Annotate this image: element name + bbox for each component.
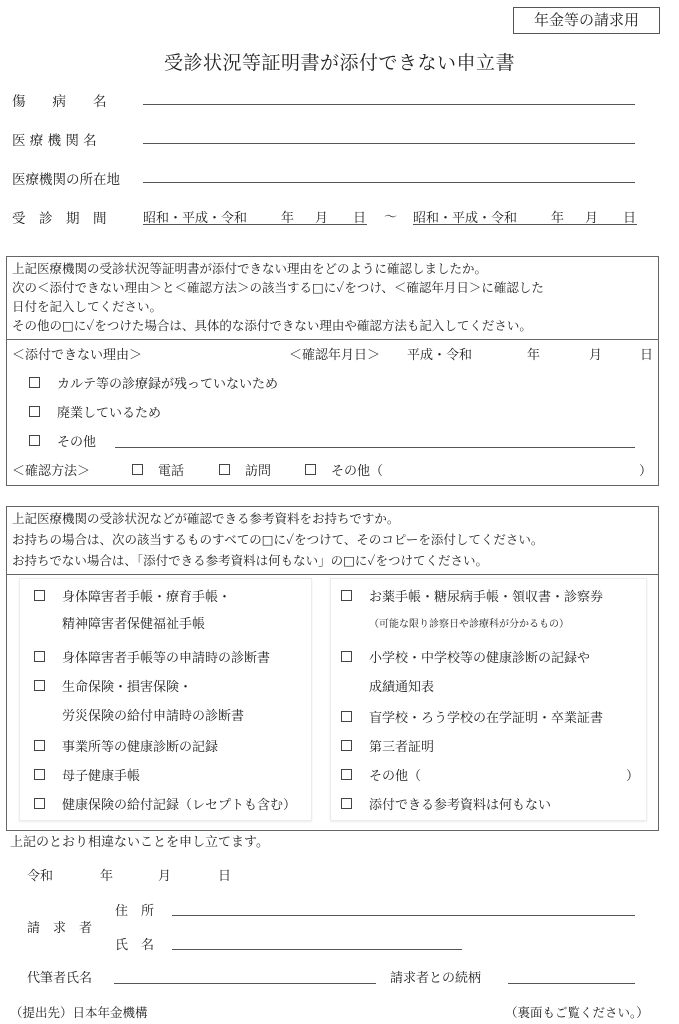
claimant-name-field[interactable] [172,949,462,950]
period-separator: 〜 [384,210,398,225]
checkbox[interactable] [34,769,45,780]
reference-left-panel: 身体障害者手帳・療育手帳・ 精神障害者保健福祉手帳 身体障害者手帳等の申請時の診断書 生命保険・損害保険・ 労災保険の給付申請時の診断書 事業所等の健康診断の記録 母子健康手帳 健康保険の給付記録（レセプトも含む） [19,578,312,821]
claimant-address-field[interactable] [172,915,635,916]
confirm-day[interactable]: 日 [640,348,654,363]
checkbox[interactable] [305,464,316,475]
reference-instruction-3: お持ちでない場合は、「添付できる参考資料は何もない」の□に✓をつけてください。 [12,553,488,568]
confirm-year[interactable]: 年 [527,348,541,363]
declaration-month[interactable]: 月 [158,869,172,884]
confirm-month[interactable]: 月 [589,348,603,363]
checkbox[interactable] [132,464,143,475]
reference-right-panel: お薬手帳・糖尿病手帳・領収書・診察券 （可能な限り診察日や診療科が分かるもの） 小学校・中学校等の健康診断の記録や 成績通知表 盲学校・ろう学校の在学証明・卒業証書 第三者証明 その他（ ） 添付できる参考資料は何もない [330,578,647,821]
checkbox[interactable] [219,464,230,475]
visit-period-label: 受 診 期 間 [12,211,107,227]
checkbox[interactable] [341,590,352,601]
checkbox[interactable] [34,651,45,662]
checkbox[interactable] [34,590,45,601]
proxy-name-label: 代筆者氏名 [27,971,93,986]
checkbox[interactable] [29,377,40,388]
institution-name-field[interactable] [143,143,635,144]
claimant-name-label: 氏 名 [115,938,155,953]
reference-section [6,506,659,831]
declaration-statement: 上記のとおり相違ないことを申し立てます。 [10,835,269,850]
checkbox[interactable] [341,651,352,662]
reason-header: ＜添付できない理由＞ [12,348,143,363]
checkbox[interactable] [341,769,352,780]
period-end-era: 昭和・平成・令和 [413,211,518,226]
institution-address-label: 医療機関の所在地 [12,172,120,188]
reason-other-field[interactable] [115,447,635,448]
reason-instruction-2: 次の＜添付できない理由＞と＜確認方法＞の該当する□に✓をつけ、＜確認年月日＞に確認した [12,280,544,295]
relationship-label: 請求者との続柄 [390,971,482,986]
institution-address-field[interactable] [143,182,635,183]
reason-instruction-4: その他の□に✓をつけた場合は、具体的な添付できない理由や確認方法も記入してください。 [12,318,532,333]
checkbox[interactable] [341,740,352,751]
institution-name-label: 医 療 機 関 名 [12,133,97,149]
checkbox[interactable] [29,435,40,446]
period-start-year: 年 [281,211,295,226]
usage-stamp: 年金等の請求用 [513,7,660,34]
period-end-field[interactable] [413,206,637,225]
period-start-field[interactable] [143,206,367,225]
see-back-note: （裏面もご覧ください。） [505,1005,649,1020]
reason-instruction-1: 上記医療機関の受診状況等証明書が添付できない理由をどのように確認しましたか。 [12,261,488,276]
checkbox[interactable] [341,798,352,809]
reason-section: 上記医療機関の受診状況等証明書が添付できない理由をどのように確認しましたか。 次の＜添付できない理由＞と＜確認方法＞の該当する□に✓をつけ、＜確認年月日＞に確認した 日付を記入してください。 その他の□に✓をつけた場合は、具体的な添付できない理由や確認方法も記入してください。 ＜添付できない理由＞ ＜確認年月日＞ 平成・令和 年 月 日 カルテ等の診療録が残っていないため 廃業しているため その他 ＜確認方法＞ 電話 訪問 その他（ ） [6,256,659,486]
checkbox[interactable] [34,680,45,691]
period-start-day: 日 [353,211,367,226]
reason-instruction-3: 日付を記入してください。 [12,299,163,314]
method-header: ＜確認方法＞ [12,464,91,479]
confirm-date-era: 平成・令和 [407,348,473,363]
claimant-label: 請 求 者 [27,921,93,936]
reference-instruction-1: 上記医療機関の受診状況などが確認できる参考資料をお持ちですか。 [12,511,400,526]
checkbox[interactable] [34,798,45,809]
checkbox[interactable] [341,711,352,722]
reference-instruction-2: お持ちの場合は、次の該当するものすべての□に✓をつけて、そのコピーを添付してください。 [12,532,544,547]
claimant-address-label: 住 所 [115,904,155,919]
period-end-day: 日 [623,211,637,226]
declaration-day[interactable]: 日 [218,869,232,884]
section-divider [7,574,658,575]
declaration-era: 令和 [27,869,54,884]
declaration-year[interactable]: 年 [100,869,114,884]
proxy-name-field[interactable] [114,983,376,984]
section-divider [7,339,658,340]
relationship-field[interactable] [508,983,635,984]
method-other-close: ） [639,464,653,479]
disease-name-label: 傷 病 名 [12,94,107,110]
checkbox[interactable] [29,406,40,417]
confirm-date-label: ＜確認年月日＞ [289,348,381,363]
submit-to: （提出先）日本年金機構 [10,1005,148,1020]
page-title: 受診状況等証明書が添付できない申立書 [163,52,515,74]
period-start-era: 昭和・平成・令和 [143,211,248,226]
checkbox[interactable] [34,740,45,751]
period-end-month: 月 [585,211,599,226]
disease-name-field[interactable] [143,104,635,105]
period-end-year: 年 [551,211,565,226]
period-start-month: 月 [315,211,329,226]
